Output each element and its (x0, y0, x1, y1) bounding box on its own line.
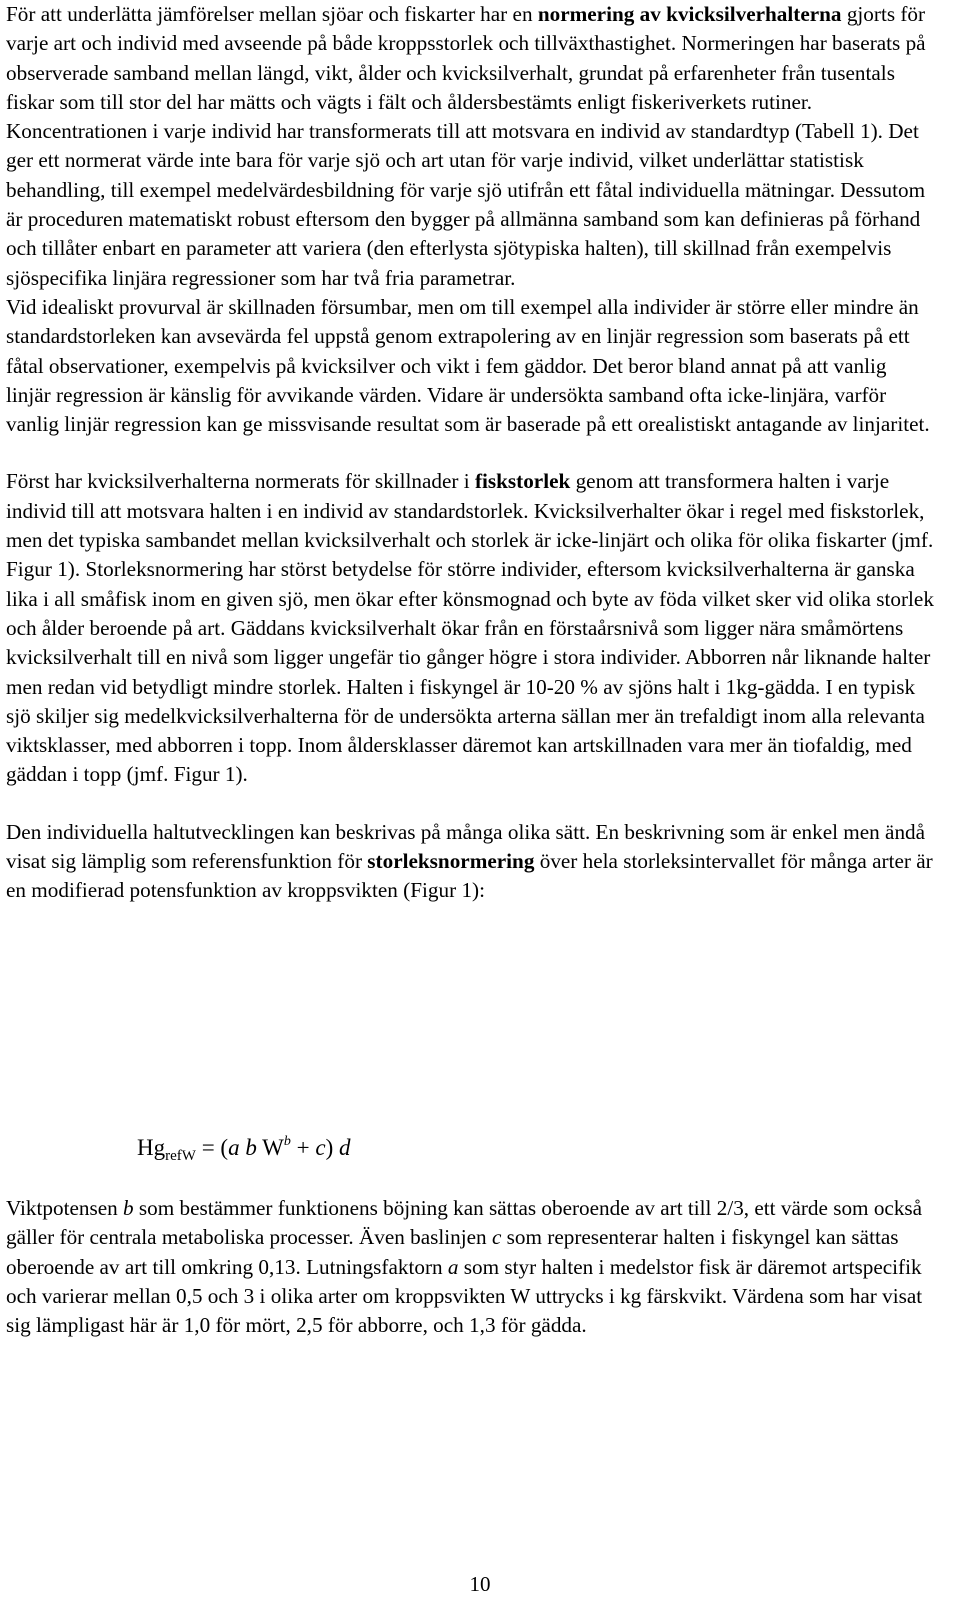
formula-var-b: b (245, 1135, 257, 1160)
formula-plus: + (290, 1135, 316, 1160)
bold-term-storleksnormering: storleksnormering (367, 849, 535, 874)
document-body (6, 0, 936, 906)
bold-term-normering: normering av kvicksilverhalterna (537, 2, 842, 26)
paragraph-text: Vid idealiskt provurval är skillnaden försumbar, men om till exempel alla individer är större eller mindre än standardstorleken kan avsevärda fel uppstå genom extrapolering av en linjär regression som baserats på ett fåtal observationer, exempelvis på kvicksilver och vikt i fem gäddor. Det beror bland annat på att vanlig linjär regression är känslig för avvikande värden. Vidare är undersökta samband ofta icke-linjära, varför vanlig linjär regression kan ge missvisande resultat som är baserade på ett orealistiskt antagande av linjaritet. (6, 294, 930, 437)
paragraph-text: Viktpotensen (6, 1196, 124, 1220)
paragraph-text: som bestämmer funktionens böjning kan sättas oberoende av art till 2/3, ett värde som också gäller för centrala metaboliska processer. Även baslinjen (6, 1196, 923, 1250)
paragraph-text: För att underlätta jämförelser mellan sjöar och fiskarter har en (6, 2, 538, 26)
formula-hgrefw (137, 1133, 351, 1163)
paragraph-text: som representerar halten i fiskyngel kan sättas oberoende av art till omkring 0,13. Lutningsfaktorn (6, 1225, 899, 1279)
paragraph-text: genom att transformera halten i varje individ till att motsvara halten i en individ av standardstorlek. Kvicksilverhalter ökar i regel med fiskstorlek, men det typiska sambandet mellan kvicksilverhalt och storlek är icke-linjärt och olika för olika fiskarter (jmf. Figur 1). Storleksnormering har störst betydelse för större individer, eftersom kvicksilverhalterna är ganska lika i all småfisk inom en given sjö, men ökar efter könsmognad och byte av föda vilket sker vid olika storlek och ålder beroende på art. Gäddans kvicksilverhalt ökar från en förstaårsnivå som ligger nära småmörtens kvicksilverhalt till en nivå som ligger ungefär tio gånger högre i stora individer. Abborren når liknande halter men redan vid betydligt mindre storlek. Halten i fiskyngel är 10-20 % av sjöns halt i 1kg-gädda. I en typisk sjö skiljer sig medelkvicksilverhalterna för de undersökta arterna sällan mer än trefaldigt inom alla relevanta viktsklasser, med abborren i topp. Inom åldersklasser däremot kan artskillnaden vara mer än tiofaldig, med gäddan i topp (jmf. Figur 1). (6, 469, 934, 787)
paragraph-text: som styr halten i medelstor fisk är däremot artspecifik och varierar mellan 0,5 och 3 i olika arter om kroppsvikten W uttrycks i kg färskvikt. Värdena som har visat sig lämpligast här är 1,0 för mört, 2,5 för abborre, och 1,3 för gädda. (6, 1254, 923, 1338)
page-number: 10 (469, 1572, 491, 1596)
paragraph-text: över hela storleksintervallet för många arter är en modifierad potensfunktion av kroppsvikten (Figur 1): (6, 849, 933, 903)
paragraph-text: Den individuella haltutvecklingen kan beskrivas på många olika sätt. En beskrivning som är enkel men ändå visat sig lämplig som referensfunktion för (6, 819, 926, 874)
paragraph-haltutveckling (6, 818, 936, 906)
italic-var-b: b (123, 1196, 134, 1220)
formula-hg: Hg (137, 1135, 166, 1160)
paragraph-viktpotens (6, 1194, 936, 1340)
bold-term-fiskstorlek: fiskstorlek (474, 469, 571, 494)
paragraph-gap (6, 439, 936, 467)
formula-exponent: b (283, 1134, 291, 1149)
formula-var-w: W (256, 1135, 284, 1160)
formula-subscript: refW (165, 1148, 196, 1164)
formula-var-c: c (315, 1135, 326, 1160)
formula-equals: = ( (195, 1135, 229, 1160)
italic-var-a: a (447, 1254, 459, 1279)
paragraph-normering (6, 0, 936, 293)
italic-var-c: c (491, 1225, 502, 1250)
paragraph-text: Först har kvicksilverhalterna normerats för skillnader i (6, 469, 475, 494)
formula-close: ) (325, 1135, 339, 1160)
paragraph-gap (6, 790, 936, 818)
formula-var-d: d (339, 1135, 351, 1160)
paragraph-provurval (6, 293, 936, 439)
document-body-continued (6, 1194, 936, 1340)
paragraph-fiskstorlek (6, 467, 936, 789)
paragraph-text: gjorts för varje art och individ med avseende på både kroppsstorlek och tillväxthastighet. Normeringen har baserats på observerade samband mellan längd, vikt, ålder och kvicksilverhalt, grundat på erfarenheter från tusentals fiskar som till stor del har mätts och vägts i fält och åldersbestämts enligt fiskeriverkets rutiner. Koncentrationen i varje individ har transformerats till att motsvara en individ av standardtyp (Tabell 1). Det ger ett normerat värde inte bara för varje sjö och art utan för varje individ, vilket underlättar statistisk behandling, till exempel medelvärdesbildning för varje sjö utifrån ett fåtal individuella mätningar. Dessutom är proceduren matematiskt robust eftersom den bygger på allmänna samband som kan definieras på förhand och tillåter enbart en parameter att variera (den efterlysta sjötypiska halten), till skillnad från exempelvis sjöspecifika linjära regressioner som har två fria parametrar. (6, 2, 926, 290)
formula-var-a: a (228, 1135, 240, 1160)
